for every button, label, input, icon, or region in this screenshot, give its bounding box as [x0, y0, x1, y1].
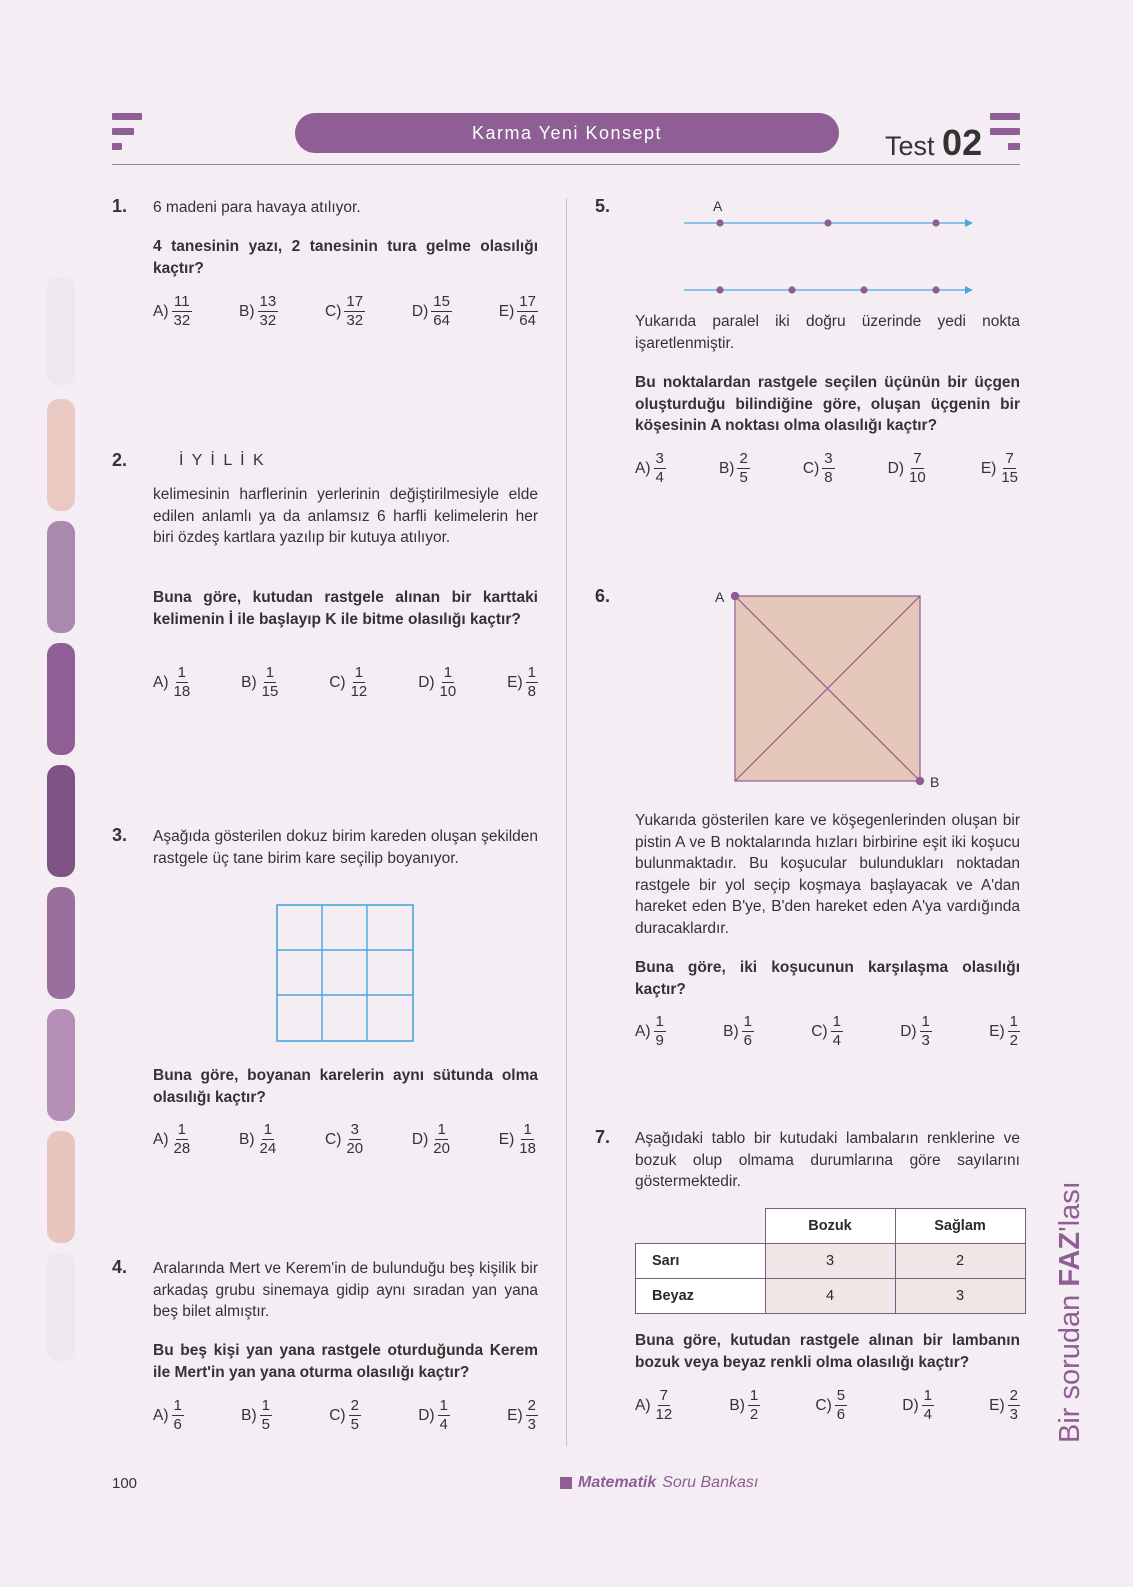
q7-option-b[interactable]: B) $\frac{1}{2}$: [729, 1387, 759, 1423]
side-tab[interactable]: [47, 1131, 75, 1243]
q5-text: Yukarıda paralel iki doğru üzerinde yedi nokta işaretlenmiştir.: [635, 313, 1020, 352]
q5-option-c[interactable]: C) $\frac{3}{8}$: [802, 450, 833, 486]
q5-option-a[interactable]: A) $\frac{3}{4}$: [635, 450, 664, 486]
q2-option-b[interactable]: B) $\frac{1}{15}$: [241, 664, 279, 700]
q3-option-a[interactable]: A) $\frac{1}{28}$: [153, 1121, 191, 1157]
q2-option-c[interactable]: C) $\frac{1}{12}$: [329, 664, 368, 700]
vertical-brand-bold: FAZ: [1054, 1231, 1086, 1287]
cell-value: 2: [895, 1244, 1025, 1279]
table-corner: [636, 1209, 766, 1244]
side-tab[interactable]: [47, 887, 75, 999]
q3-text: Aşağıda gösterilen dokuz birim kareden oluşan şekilden rastgele üç tane birim kare seçilip boyanıyor.: [153, 828, 538, 867]
book-rest: Soru Bankası: [662, 1474, 759, 1491]
q1-option-a[interactable]: A) $\frac{11}{32}$: [153, 293, 191, 329]
q5-options: [635, 450, 1020, 487]
q1-number: 1.: [112, 196, 128, 216]
q4-text: Aralarında Mert ve Kerem'in de bulunduğu beş kişilik bir arkadaş grubu sinemaya gidip aynı sıradan yan yana beş bilet almıştır.: [153, 1260, 538, 1320]
q3-question: Buna göre, boyanan karelerin aynı sütunda olma olasılığı kaçtır?: [153, 1067, 538, 1106]
test-label: [885, 122, 982, 164]
q7-options: [635, 1387, 1020, 1424]
q6-square-figure: [728, 592, 928, 786]
point: [932, 286, 939, 293]
table-row: [636, 1244, 1026, 1279]
q1-options: [153, 293, 538, 330]
side-tab[interactable]: [47, 521, 75, 633]
q7-question: Buna göre, kutudan rastgele alınan bir lambanın bozuk veya beyaz renkli olma olasılığı kaçtır?: [635, 1332, 1020, 1371]
upper-arrow: [965, 219, 973, 227]
q7-option-c[interactable]: C) $\frac{5}{6}$: [815, 1387, 846, 1423]
lower-arrow: [965, 286, 973, 294]
q4-option-a[interactable]: A) $\frac{1}{6}$: [153, 1397, 182, 1433]
point-a: [716, 219, 723, 226]
header-bozuk: Bozuk: [765, 1209, 895, 1244]
point: [788, 286, 795, 293]
q1-option-d[interactable]: D) $\frac{15}{64}$: [411, 293, 450, 329]
q3-option-d[interactable]: D) $\frac{1}{20}$: [411, 1121, 450, 1157]
q4-option-b[interactable]: B) $\frac{1}{5}$: [241, 1397, 270, 1433]
q7-text: Aşağıdaki tablo bir kutudaki lambaların renklerine ve bozuk olup olmama durumlarına göre sayılarını göstermektedir.: [635, 1130, 1020, 1190]
q2-word: İ Y İ L İ K: [179, 452, 266, 469]
page-number: 100: [112, 1475, 138, 1492]
test-word: Test: [885, 131, 935, 161]
book-square-icon: [560, 1477, 572, 1489]
book-subject: Matematik: [578, 1474, 657, 1491]
q6-option-e[interactable]: E) $\frac{1}{2}$: [989, 1013, 1018, 1049]
q4-options: [153, 1397, 538, 1434]
side-tab[interactable]: [47, 1009, 75, 1121]
q4-option-e[interactable]: E) $\frac{2}{3}$: [507, 1397, 536, 1433]
q7-option-e[interactable]: E) $\frac{2}{3}$: [989, 1387, 1018, 1423]
grid-border: [277, 905, 413, 1041]
q5-number: 5.: [595, 196, 611, 216]
q4-option-d[interactable]: D) $\frac{1}{4}$: [418, 1397, 448, 1433]
q1-option-b[interactable]: B) $\frac{13}{32}$: [239, 293, 277, 329]
q3-option-c[interactable]: C) $\frac{3}{20}$: [325, 1121, 364, 1157]
q2-options: [153, 664, 538, 701]
q6-option-d[interactable]: D) $\frac{1}{3}$: [900, 1013, 930, 1049]
side-tab[interactable]: [47, 765, 75, 877]
q1-text: 6 madeni para havaya atılıyor.: [153, 199, 361, 216]
side-tab[interactable]: [47, 399, 75, 511]
column-divider: [566, 198, 567, 1446]
q4-question: Bu beş kişi yan yana rastgele oturduğunda Kerem ile Mert'in yan yana oturma olasılığı kaçtır?: [153, 1342, 538, 1381]
q5-option-b[interactable]: B) $\frac{2}{5}$: [718, 450, 748, 486]
q5-option-e[interactable]: E) $\frac{7}{15}$: [980, 450, 1018, 486]
vertical-brand: [1054, 1181, 1087, 1443]
row-label-beyaz: Beyaz: [636, 1279, 766, 1314]
q6-label-a: A: [715, 589, 725, 605]
row-label-sari: Sarı: [636, 1244, 766, 1279]
table-header-row: [636, 1209, 1026, 1244]
q7-option-a[interactable]: A) $\frac{7}{12}$: [635, 1387, 673, 1423]
q5-option-d[interactable]: D) $\frac{7}{10}$: [887, 450, 926, 486]
q6-option-a[interactable]: A) $\frac{1}{9}$: [635, 1013, 664, 1049]
q6-question: Buna göre, iki koşucunun karşılaşma olasılığı kaçtır?: [635, 959, 1020, 998]
q6-options: [635, 1013, 1020, 1050]
table-row: [636, 1279, 1026, 1314]
q3-options: [153, 1121, 538, 1158]
q2-text: kelimesinin harflerinin yerlerinin değiştirilmesiyle elde edilen anlamlı ya da anlamsız 6 harfli kelimelerin her biri özdeş kartlara yazılıp bir kutuya atılıyor.: [153, 486, 538, 546]
side-tab[interactable]: [47, 1253, 75, 1361]
vertical-brand-pre: Bir sorudan: [1054, 1286, 1086, 1443]
cell-value: 4: [765, 1279, 895, 1314]
q6-label-b: B: [930, 774, 940, 790]
cell-value: 3: [895, 1279, 1025, 1314]
point-b: [916, 777, 924, 785]
q2-question: Buna göre, kutudan rastgele alınan bir karttaki kelimenin İ ile başlayıp K ile bitme olasılığı kaçtır?: [153, 589, 538, 628]
book-title: [560, 1474, 758, 1492]
q2-number: 2.: [112, 450, 128, 470]
q2-option-e[interactable]: E) $\frac{1}{8}$: [507, 664, 536, 700]
q6-option-b[interactable]: B) $\frac{1}{6}$: [723, 1013, 752, 1049]
q3-number: 3.: [112, 825, 128, 845]
q3-grid-figure: [276, 904, 416, 1044]
section-banner: Karma Yeni Konsept: [295, 113, 839, 153]
side-tab[interactable]: [47, 643, 75, 755]
q5-question: Bu noktalardan rastgele seçilen üçünün bir üçgen oluşturduğu bilindiğine göre, oluşan üçgenin bir köşesinin A noktası olma olasılığı kaçtır?: [635, 374, 1020, 434]
point: [932, 219, 939, 226]
cell-value: 3: [765, 1244, 895, 1279]
point-a: [731, 592, 739, 600]
q2-option-a[interactable]: A) $\frac{1}{18}$: [153, 664, 191, 700]
side-tab[interactable]: [47, 277, 75, 385]
q4-option-c[interactable]: C) $\frac{2}{5}$: [329, 1397, 359, 1433]
q6-option-c[interactable]: C) $\frac{1}{4}$: [811, 1013, 841, 1049]
q4-number: 4.: [112, 1257, 128, 1277]
q5-parallel-lines-figure: [680, 212, 980, 298]
q1-question: 4 tanesinin yazı, 2 tanesinin tura gelme olasılığı kaçtır?: [153, 238, 538, 277]
vertical-brand-post: 'lası: [1054, 1181, 1086, 1232]
test-number: 02: [942, 122, 983, 163]
point: [716, 286, 723, 293]
q7-number: 7.: [595, 1127, 611, 1147]
q6-number: 6.: [595, 586, 611, 606]
q5-point-label: A: [713, 198, 723, 214]
header-divider: [112, 164, 1020, 165]
q7-option-d[interactable]: D) $\frac{1}{4}$: [902, 1387, 932, 1423]
q2-option-d[interactable]: D) $\frac{1}{10}$: [418, 664, 457, 700]
q1-option-c[interactable]: C) $\frac{17}{32}$: [325, 293, 364, 329]
q1-option-e[interactable]: E) $\frac{17}{64}$: [498, 293, 536, 329]
q3-option-e[interactable]: E) $\frac{1}{18}$: [498, 1121, 536, 1157]
header-saglam: Sağlam: [895, 1209, 1025, 1244]
q7-lamp-table: [635, 1208, 1026, 1314]
q3-option-b[interactable]: B) $\frac{1}{24}$: [239, 1121, 277, 1157]
point: [860, 286, 867, 293]
point: [824, 219, 831, 226]
q6-text: Yukarıda gösterilen kare ve köşegenlerinden oluşan bir pistin A ve B noktalarında hızları birbirine eşit iki koşucu bulunmaktadır. Bu koşucular bulundukları noktadan rastgele bir yol seçip koşmaya başlayacak ve A'dan hareket eden B'ye, B'den hareket eden A'ya vardığında duracaklardır.: [635, 812, 1020, 937]
